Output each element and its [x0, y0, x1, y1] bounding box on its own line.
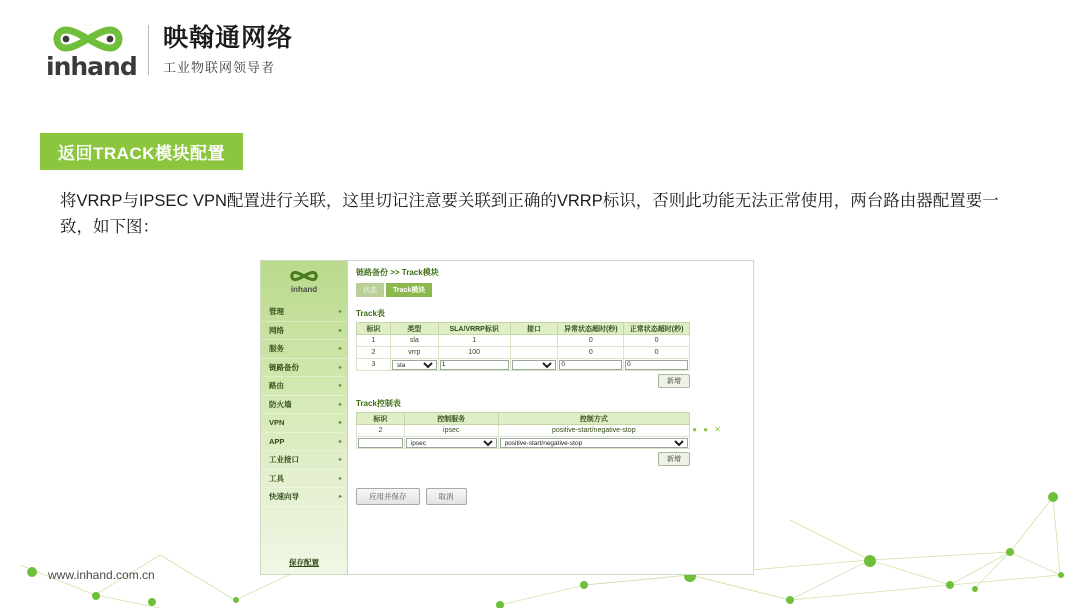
- col-sla-vrrp-id: SLA/VRRP标识: [438, 323, 510, 335]
- cell-abnormal-timeout: 0: [558, 347, 624, 359]
- col-abnormal-timeout: 异常状态超时(秒): [558, 323, 624, 335]
- col-type: 类型: [390, 323, 438, 335]
- router-menu: [261, 303, 347, 507]
- router-sidebar-logo: [261, 261, 347, 301]
- col-interface: 接口: [510, 323, 558, 335]
- form-actions: [356, 488, 745, 505]
- breadcrumb: 链路备份 >> Track模块: [356, 268, 439, 277]
- track-control-table: [356, 412, 690, 449]
- sidebar-item-app[interactable]: [261, 433, 347, 452]
- table-header-row: [357, 323, 690, 335]
- router-logo-wordmark: inhand: [290, 284, 318, 294]
- logo-mark: [44, 18, 140, 82]
- cell-sla-vrrp-id: 100: [438, 347, 510, 359]
- cell-control-mode: positive-start/negative-stop: [498, 425, 689, 437]
- sidebar-item-label: 快速向导: [269, 492, 299, 502]
- add-control-row-button[interactable]: 新增: [658, 452, 690, 466]
- track-control-table-actions: [356, 452, 690, 466]
- col-id: 标识: [357, 323, 391, 335]
- cell-interface: [510, 335, 558, 347]
- logo-wordmark: inhand: [46, 52, 137, 81]
- brand-logo: [44, 18, 293, 82]
- sidebar-item-label: 管理: [269, 307, 284, 317]
- track-table: [356, 322, 690, 371]
- sidebar-item-firewall[interactable]: [261, 396, 347, 415]
- sidebar-item-tools[interactable]: [261, 470, 347, 489]
- control-id-input[interactable]: [358, 438, 403, 448]
- sidebar-item-industrial-interface[interactable]: [261, 451, 347, 470]
- normal-timeout-input[interactable]: [625, 360, 688, 370]
- sidebar-item-routing[interactable]: [261, 377, 347, 396]
- cell-interface: [510, 347, 558, 359]
- brand-name: 映翰通网络: [163, 24, 294, 53]
- sidebar-item-label: 服务: [269, 344, 284, 354]
- col-control-service: 控制服务: [404, 413, 498, 425]
- infinity-knot-icon-small: [289, 269, 319, 283]
- abnormal-timeout-input[interactable]: [559, 360, 622, 370]
- col-normal-timeout: 正常状态超时(秒): [624, 323, 690, 335]
- brand-tagline: 工业物联网领导者: [163, 59, 276, 75]
- table-header-row: [357, 413, 690, 425]
- sidebar-item-label: 工具: [269, 473, 284, 483]
- router-tabs: [356, 283, 753, 297]
- interface-select[interactable]: [512, 360, 557, 370]
- cell-abnormal-timeout: 0: [558, 335, 624, 347]
- cell-sla-vrrp-id: 1: [438, 335, 510, 347]
- tab-status[interactable]: 状态: [356, 283, 384, 297]
- control-service-select[interactable]: [406, 438, 497, 448]
- sidebar-item-link-backup[interactable]: [261, 359, 347, 378]
- chevron-right-icon: ▸: [338, 420, 342, 427]
- sidebar-item-network[interactable]: [261, 322, 347, 341]
- cell-id: 2: [357, 347, 391, 359]
- cell-type: sla: [390, 335, 438, 347]
- router-sidebar: [261, 261, 348, 574]
- chevron-right-icon: ▸: [338, 475, 342, 482]
- sidebar-item-label: VPN: [269, 418, 285, 428]
- router-topbar: [348, 261, 753, 301]
- tab-track-module[interactable]: Track模块: [386, 283, 432, 297]
- cell-type: vrrp: [390, 347, 438, 359]
- chevron-right-icon: ▸: [338, 364, 342, 371]
- type-select[interactable]: [392, 360, 437, 370]
- cell-normal-timeout: 0: [624, 335, 690, 347]
- save-config-link[interactable]: 保存配置: [289, 558, 319, 567]
- cell-id: 1: [357, 335, 391, 347]
- cancel-button[interactable]: 取消: [426, 488, 467, 505]
- sidebar-item-vpn[interactable]: [261, 414, 347, 433]
- control-mode-select[interactable]: [500, 438, 688, 448]
- sidebar-item-label: APP: [269, 436, 285, 446]
- row-marker-icons[interactable]: ● ● ✕: [692, 425, 723, 434]
- body-paragraph: 将VRRP与IPSEC VPN配置进行关联，这里切记注意要关联到正确的VRRP标识，否则此功能无法正常使用，两台路由器配置要一致，如下图：: [60, 192, 999, 237]
- chevron-right-icon: ▸: [338, 438, 342, 445]
- col-control-mode: 控制方式: [498, 413, 689, 425]
- cell-id: 2: [357, 425, 405, 437]
- track-table-title: Track表: [356, 309, 385, 318]
- chevron-right-icon: ▸: [338, 346, 342, 353]
- router-web-ui-screenshot: [260, 260, 754, 575]
- table-new-row: [357, 359, 690, 371]
- sidebar-item-label: 网络: [269, 325, 284, 335]
- track-control-table-title: Track控制表: [356, 399, 401, 408]
- section-ribbon-title: 返回TRACK模块配置: [40, 133, 243, 170]
- sidebar-item-management[interactable]: [261, 303, 347, 322]
- chevron-right-icon: ▸: [338, 494, 342, 501]
- cell-new-id: 3: [357, 359, 391, 371]
- sidebar-item-label: 链路备份: [269, 362, 299, 372]
- sidebar-item-label: 路由: [269, 381, 284, 391]
- router-content: [348, 301, 753, 505]
- sla-vrrp-id-input[interactable]: [440, 360, 509, 370]
- table-row: [357, 347, 690, 359]
- cell-normal-timeout: 0: [624, 347, 690, 359]
- sidebar-item-label: 工业接口: [269, 455, 299, 465]
- chevron-right-icon: ▸: [338, 457, 342, 464]
- footer-website-url: www.inhand.com.cn: [48, 568, 155, 582]
- chevron-right-icon: ▸: [338, 309, 342, 316]
- infinity-knot-icon: [50, 22, 126, 56]
- track-table-actions: [356, 374, 690, 388]
- sidebar-item-wizard[interactable]: [261, 488, 347, 507]
- chevron-right-icon: ▸: [338, 327, 342, 334]
- sidebar-item-service[interactable]: [261, 340, 347, 359]
- router-main-pane: [348, 261, 753, 574]
- apply-and-save-button[interactable]: 应用并保存: [356, 488, 420, 505]
- cell-control-service: ipsec: [404, 425, 498, 437]
- table-new-row: [357, 437, 690, 449]
- table-row: [357, 425, 690, 437]
- logo-divider: [148, 25, 149, 75]
- col-id: 标识: [357, 413, 405, 425]
- add-track-row-button[interactable]: 新增: [658, 374, 690, 388]
- chevron-right-icon: ▸: [338, 383, 342, 390]
- table-row: [357, 335, 690, 347]
- sidebar-item-label: 防火墙: [269, 399, 292, 409]
- chevron-right-icon: ▸: [338, 401, 342, 408]
